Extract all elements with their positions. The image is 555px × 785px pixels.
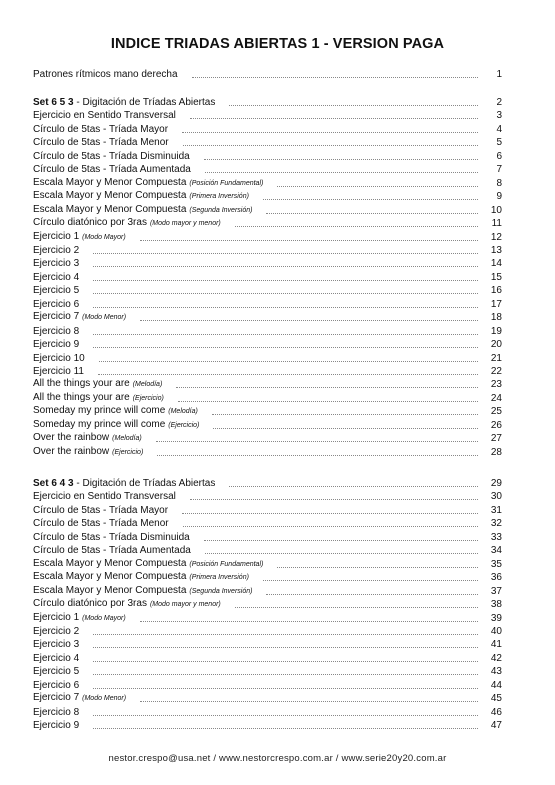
toc-entry-label — [33, 505, 168, 517]
toc-entry-label — [33, 692, 126, 705]
toc-page-number: 40 — [490, 625, 502, 637]
toc-entry-label — [33, 405, 198, 418]
toc-entry — [33, 432, 502, 445]
toc-page-number: 42 — [490, 652, 502, 664]
toc-entry-text: Ejercicio 8 — [33, 325, 80, 337]
toc-entry-label — [33, 598, 221, 611]
toc-section-heading: Set 6 5 3 — [33, 97, 74, 108]
toc-entry-label — [33, 432, 142, 445]
toc-entry-label — [33, 204, 252, 217]
toc-entry-text: Over the rainbow — [33, 432, 110, 444]
toc-entry-text: Ejercicio 3 — [33, 258, 80, 270]
toc-entry — [33, 378, 502, 391]
toc-entry-text: Ejercicio 4 — [33, 271, 80, 283]
toc-entry-text: Ejercicio 7 — [33, 311, 80, 323]
toc-page-number: 34 — [490, 545, 502, 557]
toc-page-number: 39 — [490, 612, 502, 624]
toc-entry — [33, 257, 502, 270]
toc-entry — [33, 284, 502, 297]
toc-entry — [33, 652, 502, 665]
dot-leader — [93, 253, 478, 254]
toc-page-number: 22 — [490, 366, 502, 377]
toc-entry-label — [33, 353, 85, 365]
toc-page-number: 14 — [490, 258, 502, 270]
toc-page-number: 6 — [496, 150, 502, 162]
dot-leader — [263, 199, 478, 200]
toc-entry — [33, 719, 502, 732]
dot-leader — [93, 266, 478, 267]
toc-entry-label — [33, 245, 79, 257]
toc-entry — [33, 419, 502, 432]
toc-page-number: 2 — [496, 97, 502, 108]
dot-leader — [93, 728, 478, 729]
toc-entry-text: Escala Mayor y Menor Compuesta — [33, 571, 187, 583]
dot-leader — [156, 441, 478, 442]
dot-leader — [140, 621, 478, 622]
dot-leader — [205, 172, 478, 173]
toc-page-number: 3 — [496, 110, 502, 122]
toc-entry-label — [33, 585, 252, 598]
dot-leader — [183, 145, 478, 146]
toc-page-number: 36 — [490, 572, 502, 584]
toc-entry-text: Círculo de 5tas - Tríada Mayor — [33, 504, 169, 516]
toc-entry-label — [33, 137, 169, 149]
dot-leader — [190, 118, 478, 119]
toc-entry-text: Ejercicio 5 — [33, 666, 80, 678]
toc-entry — [33, 544, 502, 557]
toc-entry-label — [33, 217, 221, 230]
toc-entry-label — [33, 639, 79, 651]
toc-page-number: 18 — [490, 312, 502, 324]
toc-entry-text: Ejercicio 6 — [33, 298, 80, 310]
dot-leader — [235, 607, 478, 608]
toc-entry-label — [33, 97, 215, 109]
toc-entry-note: (Primera Inversión) — [189, 574, 249, 582]
toc-page-number: 45 — [490, 693, 502, 705]
toc-entry-text: Ejercicio 3 — [33, 639, 80, 651]
dot-leader — [266, 594, 478, 595]
dot-leader — [277, 567, 478, 568]
toc-entry-text: Escala Mayor y Menor Compuesta — [33, 190, 187, 202]
toc-entry — [33, 325, 502, 338]
toc-entry-label — [33, 231, 126, 244]
toc-entry — [33, 665, 502, 678]
dot-leader — [93, 634, 478, 635]
toc-entry — [33, 150, 502, 163]
toc-entry — [33, 68, 502, 81]
toc-entry — [33, 109, 502, 122]
toc-entry-label — [33, 532, 190, 544]
toc-entry-text: Ejercicio 9 — [33, 720, 80, 732]
dot-leader — [263, 580, 478, 581]
toc-entry — [33, 625, 502, 638]
toc-page-number: 17 — [490, 298, 502, 310]
toc-entry — [33, 163, 502, 176]
toc-entry-label — [33, 626, 79, 638]
toc-page-number: 25 — [490, 406, 502, 418]
toc-entry-label — [33, 190, 249, 203]
toc-entry-label — [33, 518, 169, 530]
dot-leader — [178, 401, 478, 402]
toc-entry — [33, 136, 502, 149]
toc-page-number: 12 — [490, 231, 502, 243]
dot-leader — [192, 77, 478, 78]
toc-entry-label — [33, 299, 79, 311]
toc-page-number: 13 — [490, 244, 502, 256]
toc-entry-text: Escala Mayor y Menor Compuesta — [33, 584, 187, 596]
toc-entry — [33, 531, 502, 544]
toc-entry-label — [33, 258, 79, 270]
toc-entry-note: (Primera Inversión) — [189, 193, 249, 201]
dot-leader — [93, 688, 478, 689]
toc-page-number: 27 — [490, 433, 502, 445]
toc-entry — [33, 244, 502, 257]
dot-leader — [157, 455, 478, 456]
toc-entry-note: (Melodía) — [132, 381, 163, 389]
dot-leader — [140, 701, 478, 702]
toc-entry-text: Ejercicio 7 — [33, 692, 80, 704]
toc-entry-text: Círculo de 5tas - Tríada Disminuida — [33, 150, 190, 162]
toc-entry-text: Ejercicio en Sentido Transversal — [33, 491, 176, 503]
toc-entry-label — [33, 491, 176, 503]
toc-entry-text: Ejercicio 11 — [33, 366, 84, 377]
dot-leader — [212, 414, 478, 415]
toc-entry-note: (Modo Menor) — [82, 695, 127, 703]
toc-entry-label — [33, 612, 126, 625]
toc-entry-text: Escala Mayor y Menor Compuesta — [33, 203, 187, 215]
toc-entry-note: (Melodía) — [112, 435, 142, 443]
toc-entry-label — [33, 707, 79, 719]
dot-leader — [213, 428, 478, 429]
dot-leader — [182, 132, 478, 133]
dot-leader — [205, 553, 478, 554]
toc-entry-label — [33, 326, 79, 338]
toc-entry — [33, 204, 502, 217]
toc-entry — [33, 298, 502, 311]
dot-leader — [98, 374, 478, 375]
toc-entry-text: Someday my prince will come — [33, 418, 166, 430]
dot-leader — [93, 661, 478, 662]
footer-contact: nestor.crespo@usa.net / www.nestorcrespo.com.ar / www.serie20y20.com.ar — [108, 753, 447, 764]
toc-entry-label — [33, 69, 178, 81]
dot-leader — [277, 186, 478, 187]
dot-leader — [93, 347, 478, 348]
toc-entry-note: (Modo Menor) — [82, 314, 127, 322]
toc-page-number: 41 — [490, 639, 502, 651]
toc-page-number: 46 — [490, 706, 502, 718]
toc-entry-label — [33, 366, 84, 378]
toc-entry-label — [33, 666, 79, 678]
dot-leader — [93, 280, 478, 281]
dot-leader — [229, 105, 478, 106]
toc-page-number: 47 — [490, 720, 502, 732]
toc-entry-label — [33, 339, 79, 351]
dot-leader — [93, 715, 478, 716]
toc-entry-text: Ejercicio 5 — [33, 285, 80, 297]
toc-entry — [33, 585, 502, 598]
dot-leader — [99, 361, 478, 362]
toc-entry-text: Ejercicio en Sentido Transversal — [33, 110, 176, 122]
toc-entry-note: (Posición Fundamental) — [189, 179, 264, 187]
toc-entry-text: - Digitación de Tríadas Abiertas — [73, 97, 216, 108]
toc-entry-label — [33, 124, 168, 136]
toc-entry — [33, 571, 502, 584]
toc-entry-label — [33, 419, 199, 432]
toc-page-number: 8 — [496, 177, 502, 189]
toc-entry-note: (Modo mayor y menor) — [149, 601, 221, 609]
toc-entry — [33, 446, 502, 459]
dot-leader — [93, 674, 478, 675]
toc-page-number: 1 — [496, 69, 502, 80]
toc-page-number: 29 — [490, 478, 502, 489]
toc-page-number: 28 — [490, 446, 502, 458]
toc-entry — [33, 392, 502, 405]
toc-page-number: 11 — [491, 218, 502, 230]
toc-entry — [33, 692, 502, 705]
dot-leader — [93, 647, 478, 648]
dot-leader — [183, 526, 478, 527]
toc-entry-text: Círculo de 5tas - Tríada Menor — [33, 518, 169, 530]
toc-page-number: 43 — [490, 666, 502, 678]
toc-entry — [33, 338, 502, 351]
toc-entry-text: All the things your are — [33, 391, 130, 403]
toc-entry-text: Ejercicio 8 — [33, 706, 80, 718]
dot-leader — [204, 159, 478, 160]
dot-leader — [93, 334, 478, 335]
toc-entry — [33, 405, 502, 418]
toc-entry-note: (Posición Fundamental) — [189, 560, 264, 568]
dot-leader — [266, 213, 478, 214]
toc-entry-label — [33, 311, 126, 324]
toc-section-heading: Set 6 4 3 — [33, 478, 74, 489]
toc-entry-text: Someday my prince will come — [33, 405, 166, 417]
toc-entry — [33, 679, 502, 692]
toc-entry-text: All the things your are — [33, 378, 130, 390]
toc-entry — [33, 638, 502, 651]
toc-entry-note: (Segunda Inversión) — [189, 587, 253, 595]
toc-entry-text: Ejercicio 6 — [33, 679, 80, 691]
toc-entry-label — [33, 545, 191, 557]
page-title: INDICE TRIADAS ABIERTAS 1 - VERSION PAGA — [110, 36, 445, 52]
toc-page-number: 20 — [490, 339, 502, 351]
toc-entry — [33, 706, 502, 719]
toc-entry — [33, 365, 502, 378]
toc-entry-text: - Digitación de Tríadas Abiertas — [73, 478, 216, 489]
toc-entry-text: Ejercicio 10 — [33, 352, 85, 364]
toc-entry-label — [33, 164, 191, 176]
toc-entry-label — [33, 110, 176, 122]
toc-entry — [33, 352, 502, 365]
toc-entry-label — [33, 151, 190, 163]
toc-entry — [33, 311, 502, 324]
toc-entry-note: (Modo mayor y menor) — [149, 220, 221, 228]
toc-entry-text: Ejercicio 4 — [33, 652, 80, 664]
toc-entry-label — [33, 558, 263, 571]
toc-page-number: 26 — [490, 419, 502, 431]
toc-page-number: 4 — [496, 123, 502, 135]
toc-entry-text: Círculo de 5tas - Tríada Mayor — [33, 123, 169, 135]
toc-entry-label — [33, 272, 79, 284]
toc-entry-text: Patrones rítmicos mano derecha — [33, 69, 178, 80]
toc-page-number: 32 — [490, 518, 502, 530]
toc-page-number: 35 — [490, 558, 502, 570]
toc-page-number: 33 — [490, 531, 502, 543]
toc-entry — [33, 190, 502, 203]
toc-entry-text: Círculo diatónico por 3ras — [33, 217, 147, 229]
toc-entry-note: (Segunda Inversión) — [189, 206, 253, 214]
toc-entry — [33, 490, 502, 503]
toc-entry — [33, 177, 502, 190]
toc-entry-text: Escala Mayor y Menor Compuesta — [33, 557, 187, 569]
toc-page-number: 9 — [496, 191, 502, 203]
toc-entry-text: Ejercicio 1 — [33, 611, 80, 623]
toc-entry-text: Círculo de 5tas - Tríada Aumentada — [33, 164, 191, 176]
toc-entry-note: (Melodía) — [168, 408, 198, 416]
toc-entry-text: Over the rainbow — [33, 445, 110, 457]
toc-page-number: 5 — [496, 137, 502, 149]
toc-entry-note: (Modo Mayor) — [82, 233, 126, 241]
toc-page-number: 7 — [496, 164, 502, 176]
toc-entry-label — [33, 177, 263, 190]
toc-page-number: 24 — [490, 392, 502, 404]
toc-entry — [33, 96, 502, 109]
toc-page-number: 30 — [490, 491, 502, 503]
toc-page-number: 21 — [490, 352, 502, 364]
toc-entry-label — [33, 285, 79, 297]
dot-leader — [93, 293, 478, 294]
toc-entry-note: (Ejercicio) — [132, 394, 164, 402]
toc-entry-text: Círculo diatónico por 3ras — [33, 598, 147, 610]
toc-entry-text: Ejercicio 1 — [33, 230, 80, 242]
toc-entry — [33, 558, 502, 571]
toc-entry-label — [33, 378, 162, 391]
dot-leader — [140, 320, 478, 321]
dot-leader — [176, 387, 478, 388]
toc-entry-text: Círculo de 5tas - Tríada Disminuida — [33, 531, 190, 543]
toc-page-number: 19 — [490, 325, 502, 337]
toc-entry-text: Escala Mayor y Menor Compuesta — [33, 176, 187, 188]
toc-entry — [33, 517, 502, 530]
toc-entry-text: Ejercicio 2 — [33, 625, 80, 637]
toc-entry — [33, 504, 502, 517]
toc-entry-text: Ejercicio 2 — [33, 244, 80, 256]
toc-entry-label — [33, 392, 164, 405]
toc-entry — [33, 612, 502, 625]
dot-leader — [235, 226, 478, 227]
toc-entry-text: Ejercicio 9 — [33, 339, 80, 351]
toc-page-number: 16 — [490, 285, 502, 297]
toc-page-number: 15 — [490, 271, 502, 283]
toc-entry — [33, 477, 502, 490]
toc-entry-note: (Ejercicio) — [168, 421, 200, 429]
toc-entry-label — [33, 446, 143, 459]
toc-page-number: 31 — [490, 504, 502, 516]
toc-entry-label — [33, 478, 215, 490]
toc-page-number: 37 — [490, 585, 502, 597]
toc-entry-text: Círculo de 5tas - Tríada Aumentada — [33, 545, 191, 557]
toc-entry — [33, 271, 502, 284]
dot-leader — [190, 499, 478, 500]
dot-leader — [229, 486, 478, 487]
toc-entry — [33, 598, 502, 611]
toc-page-number: 10 — [490, 204, 502, 216]
toc-entry-label — [33, 653, 79, 665]
toc-entry-label — [33, 571, 249, 584]
toc-entry — [33, 123, 502, 136]
toc-entry-label — [33, 680, 79, 692]
toc-entry-note: (Ejercicio) — [112, 448, 144, 456]
toc-page-number: 23 — [490, 379, 502, 391]
dot-leader — [204, 540, 478, 541]
toc-page-number: 44 — [490, 679, 502, 691]
toc-entry-note: (Modo Mayor) — [82, 614, 126, 622]
dot-leader — [182, 513, 478, 514]
toc-entry — [33, 231, 502, 244]
toc-page-number: 38 — [490, 599, 502, 611]
dot-leader — [93, 307, 478, 308]
toc-entry-text: Círculo de 5tas - Tríada Menor — [33, 137, 169, 149]
toc-entry — [33, 217, 502, 230]
toc-entry-label — [33, 720, 79, 732]
dot-leader — [140, 240, 478, 241]
